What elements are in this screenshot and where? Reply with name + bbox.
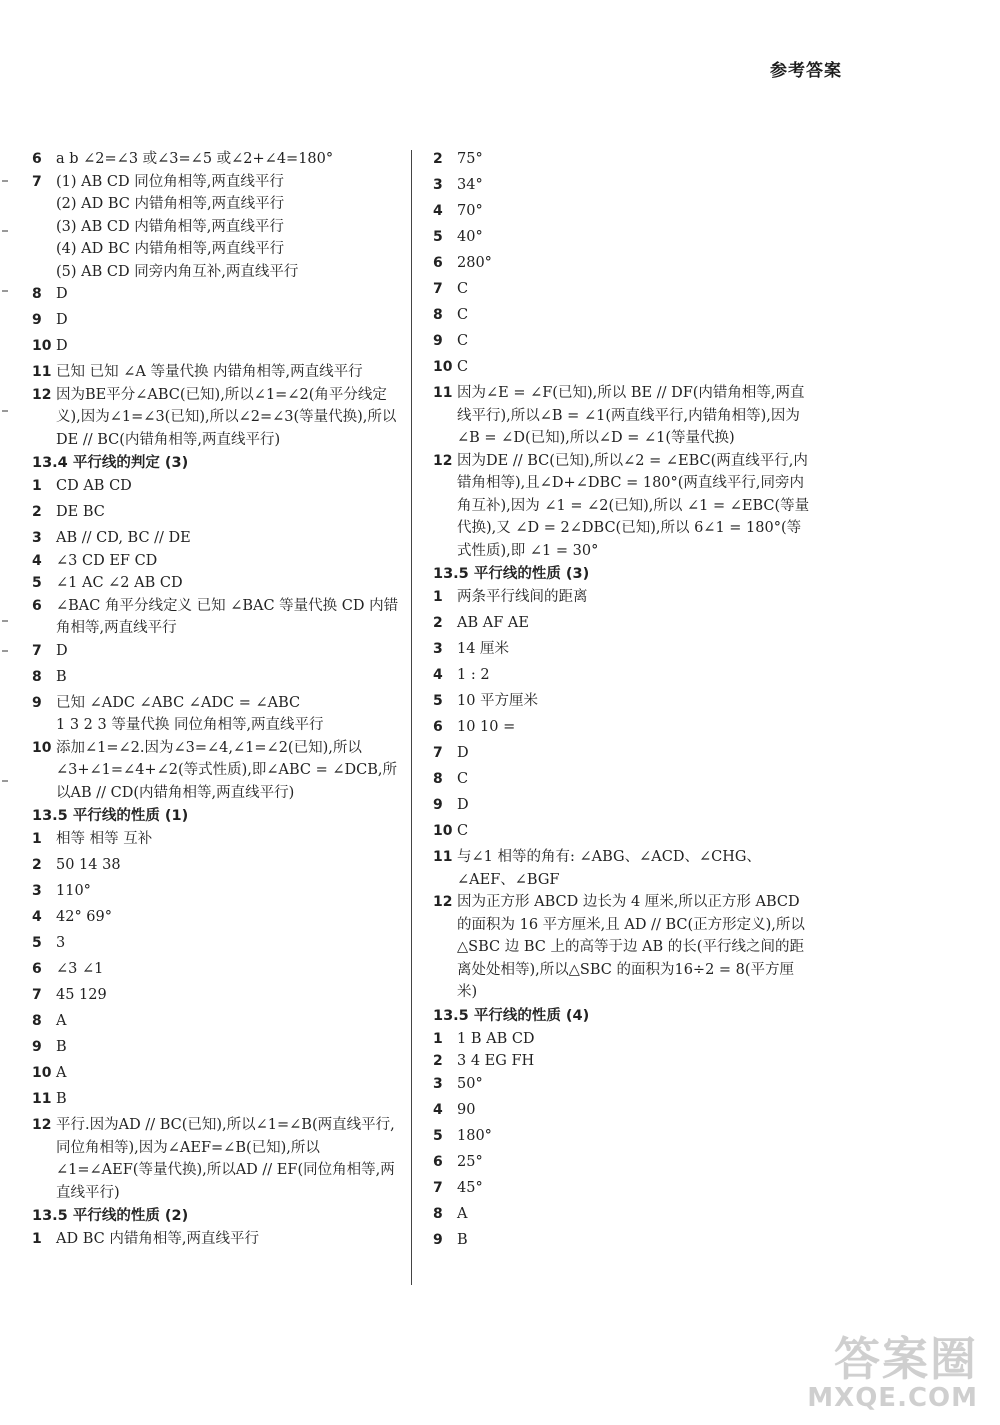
answer-text: A [56,1065,67,1081]
answer-number: 12 [32,1117,52,1133]
answer-number: 2 [433,151,443,167]
answer-number: 10 [32,338,52,354]
answer-number: 3 [433,1075,443,1092]
answer-number: 3 [433,641,443,657]
answer-text: D [56,286,68,302]
answer-number: 3 [32,883,42,899]
answer-item [433,1125,813,1151]
answer-number: 5 [32,575,42,591]
answer-number: 3 [32,530,42,546]
answer-number: 9 [433,333,443,349]
answer-text: C [457,359,469,375]
answer-text: a b ∠2=∠3 或∠3=∠5 或∠2+∠4=180° [56,151,334,167]
answer-item [32,854,402,880]
answer-text: 1 : 2 [457,667,490,683]
answer-number: 11 [32,364,52,380]
watermark-text: 答案圈 [834,1332,978,1386]
answer-text: 180° [457,1127,492,1144]
answer-item [433,891,813,1004]
watermark-url: MXQE.COM [807,1383,978,1413]
answer-text: 3 4 EG FH [457,1053,535,1069]
answer-text: AD BC 内错角相等,两直线平行 [56,1231,259,1247]
answer-item [433,820,813,846]
answer-number: 9 [32,694,42,711]
answer-number: 2 [433,1053,443,1069]
answer-item [32,1036,402,1062]
answer-item [32,932,402,958]
answer-number: 5 [32,935,42,951]
answer-number: 2 [32,857,42,873]
answer-text: 34° [457,177,483,193]
answer-item [433,612,813,638]
answer-item [433,356,813,382]
watermark-logo [807,1323,978,1413]
left-answer-column [32,148,402,1251]
answer-text: 因为BE平分∠ABC(已知),所以∠1=∠2(角平分线定义),因为∠1=∠3(已知),所以∠2=∠3(等量代换),所以DE // BC(内错角相等,两直线平行) [56,386,397,448]
answer-text: 45 129 [56,987,107,1003]
answer-item [32,527,402,550]
answer-number: 1 [433,1030,443,1047]
answer-number: 10 [32,1065,52,1081]
answer-number: 6 [433,255,443,271]
answer-text: B [457,1231,468,1248]
answer-text: DE BC [56,504,105,520]
answer-text: 90 [457,1101,476,1118]
answer-item [433,690,813,716]
answer-item [433,330,813,356]
answer-item [433,1151,813,1177]
answer-text: C [457,307,469,323]
answer-item [32,148,402,171]
answer-text: D [56,642,68,659]
answer-number: 1 [32,478,42,494]
answer-text: D [457,745,469,761]
answer-item [32,501,402,527]
answer-text: 两条平行线间的距离 [457,589,588,605]
answer-number: 6 [433,1153,443,1170]
answer-item [433,742,813,768]
answer-number: 1 [32,1231,42,1247]
answer-item [32,283,402,309]
answer-number: 5 [433,1127,443,1144]
answer-text: 已知 已知 ∠A 等量代换 内错角相等,两直线平行 [56,364,363,380]
answer-number: 10 [32,739,52,756]
answer-text: 相等 相等 互补 [56,831,153,847]
answer-item [32,475,402,501]
answer-text: C [457,823,469,839]
answer-text: D [56,338,68,354]
right-answer-column [433,148,813,1255]
answer-number: 7 [32,987,42,1003]
answer-number: 7 [433,745,443,761]
answer-item [433,1050,813,1073]
answer-text: 14 厘米 [457,641,510,657]
answer-number: 7 [433,281,443,297]
answer-number: 6 [32,597,42,614]
answer-text: (1) AB CD 同位角相等,两直线平行 (2) AD BC 内错角相等,两直线平行 (3) AB CD 内错角相等,两直线平行 (4) AD BC 内错角相等,两直线平行 (5) AB CD 同旁内角互补,两直线平行 [56,173,299,280]
answer-text: 3 [56,935,66,951]
answer-text: ∠BAC 角平分线定义 已知 ∠BAC 等量代换 CD 内错角相等,两直线平行 [56,597,399,636]
answer-number: 5 [433,229,443,245]
answer-text: 50 14 38 [56,857,121,873]
answer-item [433,664,813,690]
answer-item [433,1229,813,1255]
answer-item [433,278,813,304]
answer-text: 1 B AB CD [457,1030,535,1047]
answer-text: C [457,333,469,349]
answer-item [32,171,402,284]
answer-number: 12 [433,894,453,910]
answer-item [32,1062,402,1088]
answer-text: B [56,1091,67,1107]
answer-number: 9 [433,1231,443,1248]
answer-text: B [56,1039,67,1055]
answer-item [433,226,813,252]
answer-number: 11 [433,385,453,401]
answer-number: 5 [433,693,443,709]
answer-item [433,252,813,278]
answer-text: AB AF AE [457,615,529,631]
answer-number: 8 [32,286,42,302]
answer-item [433,382,813,450]
answer-number: 7 [433,1179,443,1196]
answer-text: 50° [457,1075,483,1092]
answer-text: 10 平方厘米 [457,693,539,709]
answer-item [433,304,813,330]
answer-text: 75° [457,151,483,167]
answer-number: 9 [32,1039,42,1055]
answer-number: 2 [433,615,443,631]
answer-number: 8 [433,771,443,787]
answer-text: 45° [457,1179,483,1196]
answer-number: 1 [433,589,443,605]
answer-item [32,335,402,361]
answer-number: 11 [433,849,453,865]
answer-text: C [457,771,469,787]
answer-item [32,361,402,384]
answer-text: A [56,1013,67,1029]
answer-text: 已知 ∠ADC ∠ABC ∠ADC = ∠ABC 1 3 2 3 等量代换 同位角相等,两直线平行 [56,694,324,733]
answer-text: 70° [457,203,483,219]
answer-number: 10 [433,359,453,375]
answer-item [32,384,402,452]
answer-number: 6 [433,719,443,735]
answer-item [32,737,402,805]
answer-item [32,640,402,666]
answer-item [433,1177,813,1203]
answer-number: 4 [433,667,443,683]
answer-number: 7 [32,173,42,190]
answer-item [433,174,813,200]
answer-text: 因为正方形 ABCD 边长为 4 厘米,所以正方形 ABCD 的面积为 16 平方厘米,且 AD // BC(正方形定义),所以△SBC 边 BC 上的高等于边 AB 的长(平行线之间的距离处处相等),所以△SBC 的面积为16÷2 = 8(平方厘米) [457,894,805,1000]
answer-text: C [457,281,469,297]
answer-item [433,1073,813,1099]
answer-number: 6 [32,961,42,977]
answer-text: 25° [457,1153,483,1170]
answer-number: 1 [32,831,42,847]
answer-text: 280° [457,255,492,271]
answer-text: AB // CD, BC // DE [56,530,191,546]
answer-item [32,666,402,692]
answer-item [433,450,813,563]
answer-item [433,200,813,226]
answer-item [433,768,813,794]
answer-number: 2 [32,504,42,520]
answer-text: 因为DE // BC(已知),所以∠2 = ∠EBC(两直线平行,内错角相等),且∠D+∠DBC = 180°(两直线平行,同旁内角互补),因为 ∠1 = ∠2(已知),所以 ∠1 = ∠EBC(等量代换),又 ∠D = 2∠DBC(已知),所以 6∠1 = 180°(等式性质),即 ∠1 = 30° [457,452,810,559]
answer-item [32,572,402,595]
section-heading: 13.5 平行线的性质 (4) [433,1007,590,1024]
answer-text: ∠3 ∠1 [56,961,104,977]
answer-text: D [457,797,469,813]
section-heading: 13.5 平行线的性质 (2) [32,1208,189,1224]
answer-text: ∠1 AC ∠2 AB CD [56,575,183,591]
answer-item [433,638,813,664]
answer-number: 11 [32,1091,52,1107]
answer-number: 8 [32,668,42,685]
answer-item [433,1099,813,1125]
answer-item [32,906,402,932]
answer-item [433,794,813,820]
answer-item [32,1114,402,1204]
answer-text: 因为∠E = ∠F(已知),所以 BE // DF(内错角相等,两直线平行),所以∠B = ∠1(两直线平行,内错角相等),因为∠B = ∠D(已知),所以∠D = ∠1(等量代换) [457,385,805,446]
answer-number: 8 [433,307,443,323]
answer-item [32,828,402,854]
answer-item [433,148,813,174]
answer-text: 110° [56,883,91,899]
answer-item [32,958,402,984]
answer-item [433,1028,813,1051]
answer-number: 10 [433,823,453,839]
answer-text: 平行.因为AD // BC(已知),所以∠1=∠B(两直线平行,同位角相等),因为∠AEF=∠B(已知),所以∠1=∠AEF(等量代换),所以AD // EF(同位角相等,两直线平行) [56,1117,395,1201]
answer-number: 4 [32,552,42,569]
answer-number: 4 [433,203,443,219]
answer-text: D [56,312,68,328]
answer-text: 与∠1 相等的角有: ∠ABG、∠ACD、∠CHG、∠AEF、∠BGF [457,849,761,888]
answer-item [433,1203,813,1229]
page-header-title: 参考答案 [770,61,842,81]
answer-item [32,595,402,640]
answer-number: 6 [32,151,42,167]
column-divider [411,150,412,1285]
answer-item [32,880,402,906]
answer-number: 4 [433,1101,443,1118]
answer-item [32,1228,402,1251]
answer-number: 9 [32,312,42,328]
answer-text: 40° [457,229,483,245]
answer-item [32,984,402,1010]
answer-number: 9 [433,797,443,813]
answer-item [32,1010,402,1036]
answer-text: 10 10 = [457,719,516,735]
answer-text: ∠3 CD EF CD [56,552,158,569]
answer-text: 添加∠1=∠2.因为∠3=∠4,∠1=∠2(已知),所以∠3+∠1=∠4+∠2(等式性质),即∠ABC = ∠DCB,所以AB // CD(内错角相等,两直线平行) [56,739,398,801]
answer-number: 12 [32,386,52,403]
answer-item [433,586,813,612]
answer-item [32,1088,402,1114]
answer-number: 3 [433,177,443,193]
answer-item [32,692,402,737]
answer-item [433,846,813,891]
section-heading: 13.5 平行线的性质 (1) [32,808,189,824]
answer-number: 7 [32,642,42,659]
section-heading: 13.5 平行线的性质 (3) [433,566,590,582]
answer-number: 8 [433,1205,443,1222]
answer-text: A [457,1205,468,1222]
answer-item [32,309,402,335]
section-heading: 13.4 平行线的判定 (3) [32,455,189,471]
answer-text: 42° 69° [56,909,113,925]
answer-number: 12 [433,452,453,469]
answer-number: 4 [32,909,42,925]
answer-item [433,716,813,742]
left-margin-marks [0,150,14,850]
answer-item [32,550,402,573]
answer-text: CD AB CD [56,478,132,494]
answer-number: 8 [32,1013,42,1029]
answer-text: B [56,668,67,685]
